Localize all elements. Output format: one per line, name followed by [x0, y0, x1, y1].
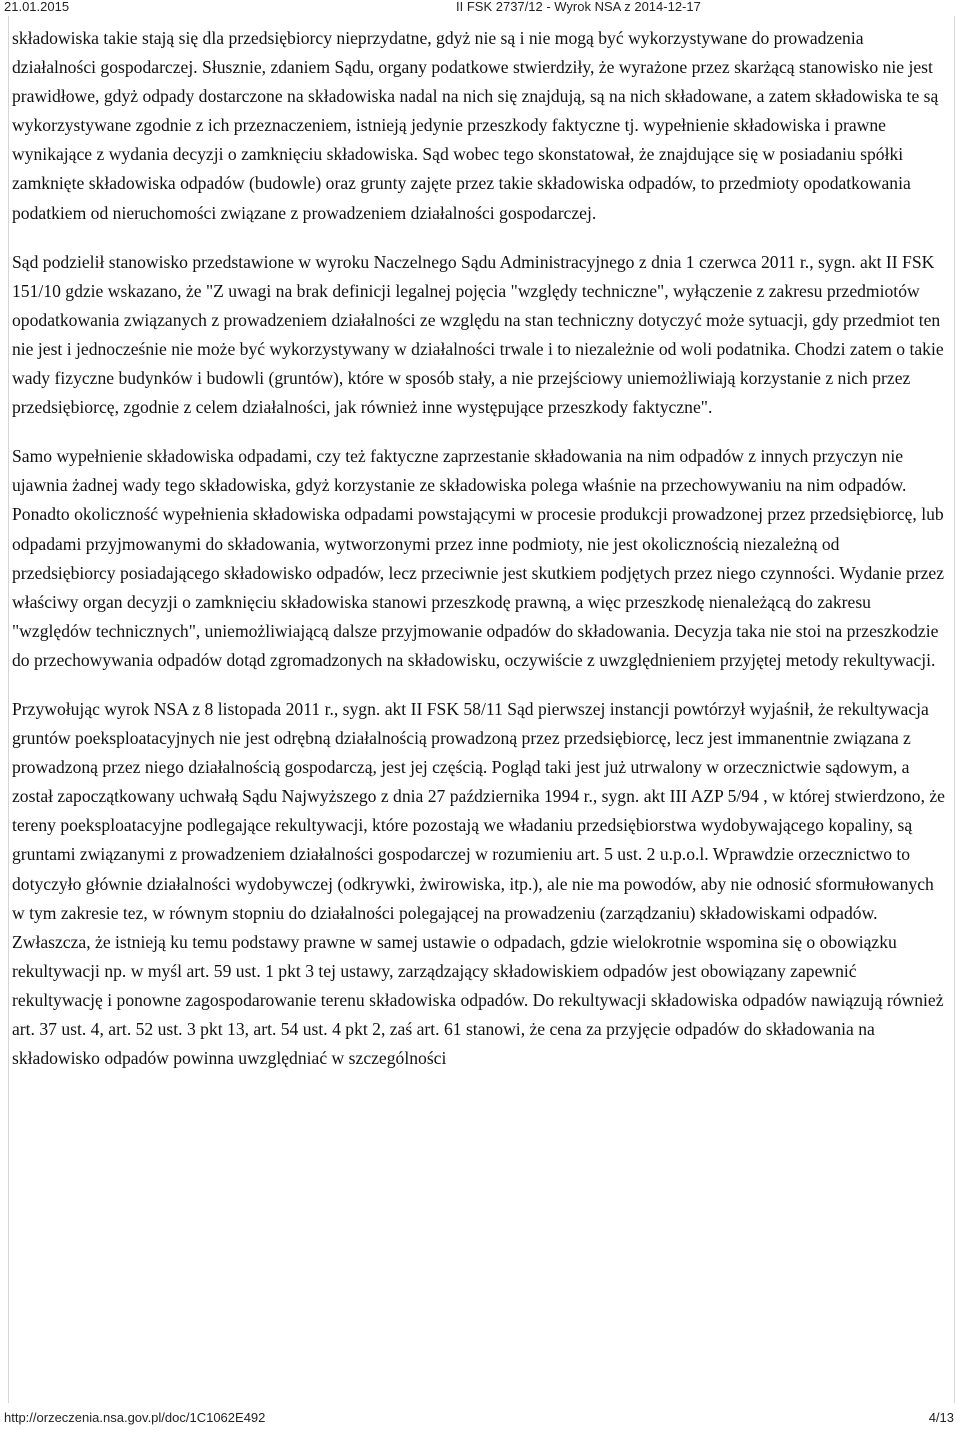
page-number: 4/13 — [928, 1410, 954, 1425]
paragraph-4: Przywołując wyrok NSA z 8 listopada 2011 r., sygn. akt II FSK 58/11 Sąd pierwszej instancji powtórzył wyjaśnił, że rekultywacja gruntów poeksploatacyjnych nie jest odrębną działalnością prowadzoną przez przedsiębiorcę, lecz jest immanentnie związana z prowadzoną przez niego działalnością gospodarczą, jest jej częścią. Pogląd taki jest już utrwalony w orzecznictwie sądowym, a został zapoczątkowany uchwałą Sądu Najwyższego z dnia 27 października 1994 r., sygn. akt III AZP 5/94 , w której stwierdzono, że tereny poeksploatacyjne podlegające rekultywacji, które pozostają we władaniu przedsiębiorstwa wydobywającego kopaliny, są gruntami związanymi z prowadzeniem działalności gospodarczej w rozumieniu art. 5 ust. 2 u.p.o.l. Wprawdzie orzecznictwo to dotyczyło głównie działalności wydobywczej (odkrywki, żwirowiska, itp.), ale nie ma powodów, aby nie odnosić sformułowanych w tym zakresie tez, w równym stopniu do działalności polegającej na prowadzeniu (zarządzaniu) składowiskami odpadów. Zwłaszcza, że istnieją ku temu podstawy prawne w samej ustawie o odpadach, gdzie wielokrotnie wspomina się o obowiązku rekultywacji np. w myśl art. 59 ust. 1 pkt 3 tej ustawy, zarządzający składowiskiem odpadów jest obowiązany zapewnić rekultywację i ponowne zagospodarowanie terenu składowiska odpadów. Do rekultywacji składowiska odpadów nawiązują również art. 37 ust. 4, art. 52 ust. 3 pkt 13, art. 54 ust. 4 pkt 2, zaś art. 61 stanowi, że cena za przyjęcie odpadów do składowania na składowisko odpadów powinna uwzględniać w szczególności — [12, 698, 945, 1069]
print-header — [4, 0, 956, 14]
paragraph-3: Samo wypełnienie składowiska odpadami, czy też faktyczne zaprzestanie składowania na nim odpadów z innych przyczyn nie ujawnia żadnej wady tego składowiska, gdyż korzystanie ze składowiska polega właśnie na przechowywaniu na nim odpadów. Ponadto okoliczność wypełnienia składowiska odpadami powstającymi w procesie produkcji prowadzonej przez przedsiębiorcę, lub odpadami przyjmowanymi do składowania, wytworzonymi przez inne podmioty, nie jest okolicznością niezależną od przedsiębiorcy posiadającego składowisko odpadów, lecz przeciwnie jest skutkiem podjętych przez niego czynności. Wydanie przez właściwy organ decyzji o zamknięciu składowiska stanowi przeszkodę prawną, a więc przeszkodę nienależącą do zakresu "względów technicznych", uniemożliwiającą dalsze przyjmowanie odpadów do składowania. Decyzja taka nie stoi na przeszkodzie do przechowywania odpadów dotąd zgromadzonych na składowisku, oczywiście z uwzględnieniem przyjętej metody rekultywacji. — [12, 446, 945, 670]
print-date: 21.01.2015 — [4, 0, 70, 14]
document-title: II FSK 2737/12 - Wyrok NSA z 2014-12-17 — [456, 0, 701, 14]
document-body — [12, 24, 947, 1093]
paragraph-2: Sąd podzielił stanowisko przedstawione w wyroku Naczelnego Sądu Administracyjnego z dnia 1 czerwca 2011 r., sygn. akt II FSK 151/10 gdzie wskazano, że "Z uwagi na brak definicji legalnej pojęcia "względy techniczne", wyłączenie z zakresu przedmiotów opodatkowania związanych z prowadzeniem działalności ze względu na stan techniczny dotyczyć może sytuacji, gdy przedmiot ten nie jest i jednocześnie nie może być wykorzystywany w działalności trwale i to niezależnie od woli podatnika. Chodzi zatem o takie wady fizyczne budynków i budowli (gruntów), które w sposób stały, a nie przejściowy uniemożliwiają korzystanie z nich przez przedsiębiorcę, zgodnie z celem działalności, jak również inne występujące przeszkody faktyczne". — [12, 251, 944, 418]
page-url[interactable]: http://orzeczenia.nsa.gov.pl/doc/1C1062E492 — [4, 1410, 266, 1425]
print-footer — [4, 1410, 956, 1426]
paragraph-1: składowiska takie stają się dla przedsiębiorcy nieprzydatne, gdyż nie są i nie mogą być wykorzystywane do prowadzenia działalności gospodarczej. Słusznie, zdaniem Sądu, organy podatkowe stwierdziły, że wyrażone przez skarżącą stanowisko nie jest prawidłowe, gdyż odpady dostarczone na składowiska nadal na nich się znajdują, są na nich składowane, a zatem składowiska te są wykorzystywane zgodnie z ich przeznaczeniem, istnieją jedynie przeszkody faktyczne tj. wypełnienie składowiska i prawne wynikające z wydania decyzji o zamknięciu składowiska. Sąd wobec tego skonstatował, że znajdujące się w posiadaniu spółki zamknięte składowiska odpadów (budowle) oraz grunty zajęte przez takie składowiska odpadów, to przedmioty opodatkowania podatkiem od nieruchomości związane z prowadzeniem działalności gospodarczej. — [12, 28, 939, 223]
